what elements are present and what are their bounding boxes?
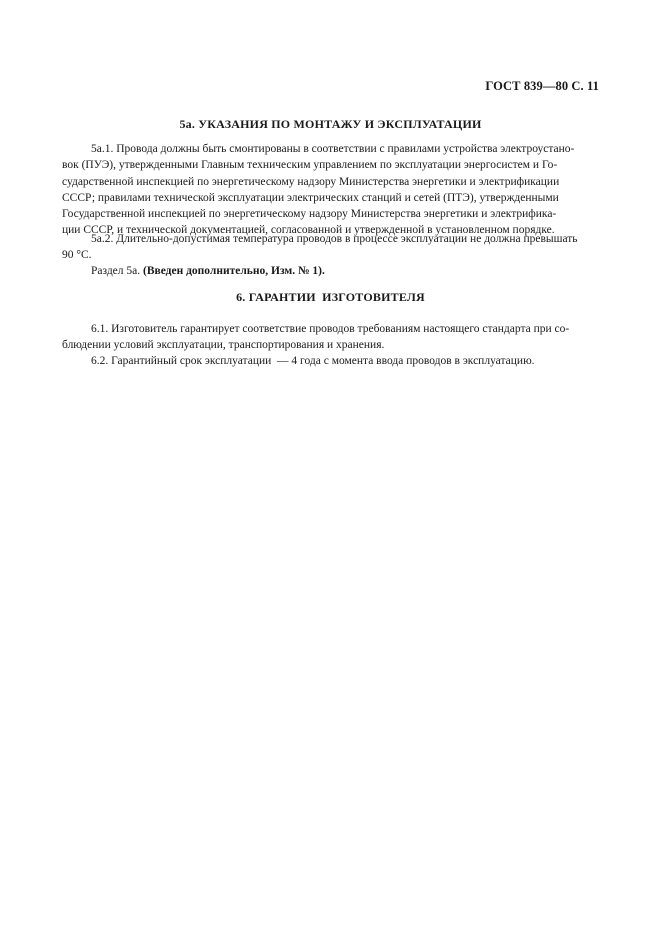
note-amendment: (Введен дополнительно, Изм. № 1). <box>143 265 325 277</box>
paragraph-5a-2 <box>62 231 599 264</box>
paragraph-5a-1 <box>62 141 599 239</box>
paragraph-line: блюдении условий эксплуатации, транспортирования и хранения. <box>62 339 385 352</box>
note-prefix: Раздел 5а. <box>91 265 141 277</box>
section-5a-amendment-note <box>62 263 599 279</box>
paragraph-line: 6.1. Изготовитель гарантирует соответствие проводов требованиям настоящего стандарта при со- <box>91 323 570 335</box>
page-header-standard-code: ГОСТ 839—80 С. 11 <box>485 79 599 93</box>
section-6-title: 6. ГАРАНТИИ ИЗГОТОВИТЕЛЯ <box>236 290 425 304</box>
section-5a-title: 5а. УКАЗАНИЯ ПО МОНТАЖУ И ЭКСПЛУАТАЦИИ <box>179 117 482 131</box>
paragraph-line: вок (ПУЭ), утвержденными Главным техническим управлением по эксплуатации энергосистем и Го- <box>62 159 558 172</box>
paragraph-line: 5а.1. Провода должны быть смонтированы в соответствии с правилами устройства электроустано- <box>91 143 575 155</box>
paragraph-6-1 <box>62 321 599 354</box>
paragraph-line: ции СССР, и технической документацией, согласованной и утвержденной в установленном порядке. <box>62 224 555 237</box>
paragraph-line: 90 °С. <box>62 249 92 262</box>
paragraph-line: Государственной инспекцией по энергетическому надзору Министерства энергетики и электрифика- <box>62 208 557 221</box>
paragraph-line: СССР; правилами технической эксплуатации электрических станций и сетей (ПТЭ), утвержденными <box>62 191 559 204</box>
paragraph-6-2: 6.2. Гарантийный срок эксплуатации — 4 года с момента ввода проводов в эксплуатацию. <box>91 355 535 367</box>
paragraph-line: 5а.2. Длительно-допустимая температура проводов в процессе эксплуатации не должна превышать <box>91 233 578 245</box>
paragraph-line: сударственной инспекцией по энергетическому надзору Министерства энергетики и электрификации <box>62 175 560 188</box>
